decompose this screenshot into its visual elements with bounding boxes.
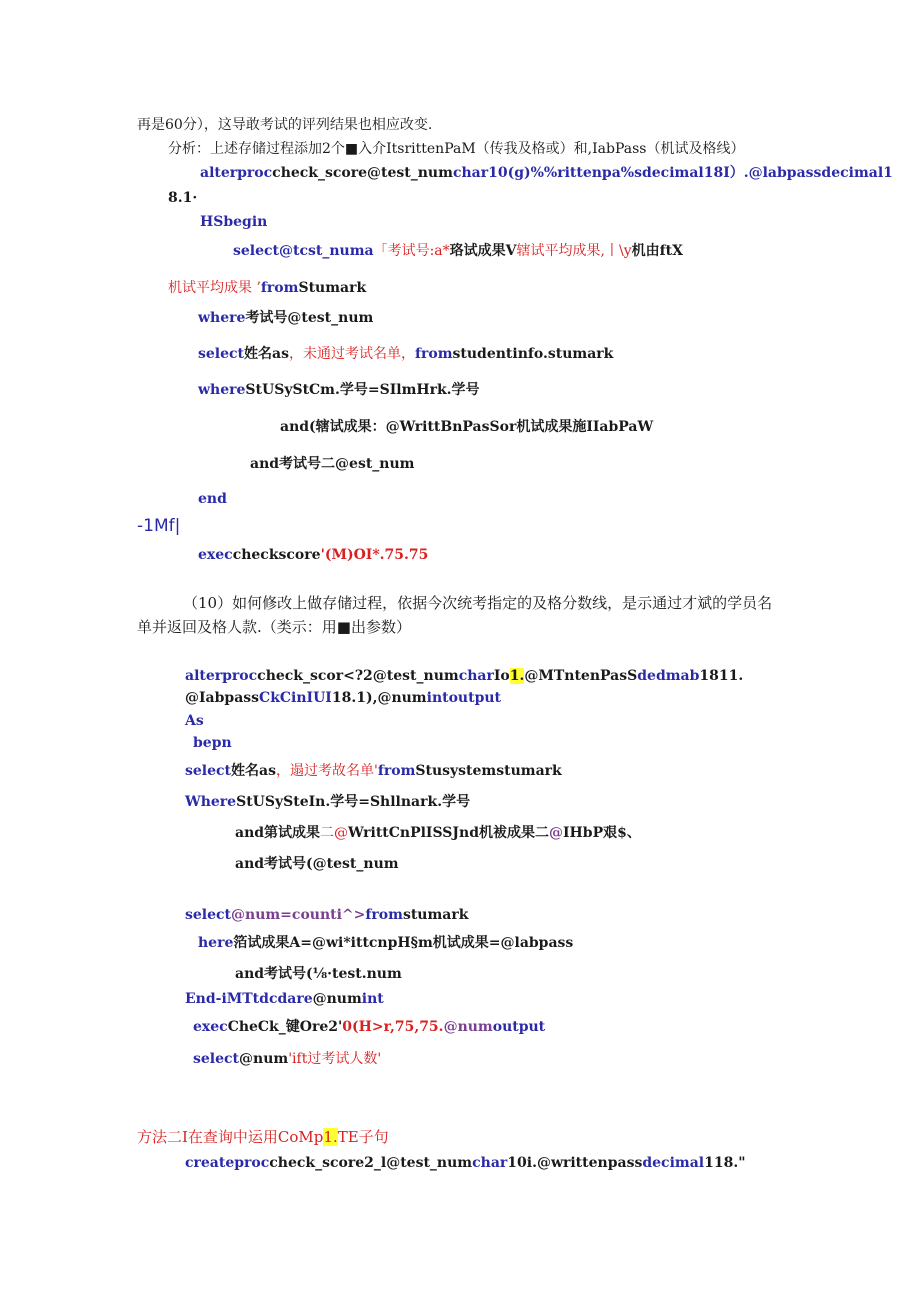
heading-text: 方法二I在查询中运用CoMp	[137, 1128, 324, 1146]
keyword: char	[472, 1155, 508, 1171]
code-text: check_score2_l@test_num	[269, 1155, 473, 1171]
code-text: stumark	[402, 907, 469, 923]
highlight: 1.	[509, 668, 525, 684]
keyword: int	[361, 991, 384, 1007]
code-line: and考试号二@est_num	[250, 456, 415, 472]
code-line	[200, 163, 893, 183]
code-line	[185, 761, 562, 781]
code-line	[168, 278, 366, 298]
keyword: output	[492, 1019, 546, 1035]
code-text: StUSySteIn.学号=Shllnark.学号	[236, 794, 471, 810]
code-line	[233, 241, 683, 261]
code-string: 二@	[320, 825, 349, 841]
code-line	[198, 380, 480, 400]
code-line	[185, 792, 470, 812]
keyword: select	[193, 1051, 240, 1067]
code-text: 18.1),@num	[331, 690, 427, 706]
section-heading	[137, 1127, 389, 1147]
keyword: from	[414, 346, 453, 362]
keyword: from	[377, 763, 416, 779]
code-line: -1Mf|	[137, 516, 181, 536]
code-line: and考试号(@test_num	[235, 856, 399, 872]
keyword: from	[260, 280, 299, 296]
code-text: 1811.	[699, 668, 744, 684]
code-line	[198, 545, 428, 565]
keyword: alterproc	[200, 165, 273, 181]
code-text: 118."	[704, 1155, 746, 1171]
keyword: exec	[193, 1019, 228, 1035]
keyword: createproc	[185, 1155, 270, 1171]
code-line	[198, 344, 613, 364]
text-line: 分析：上述存储过程添加2个■入介ItsrittenPaM（传我及格或）和,IabPass（机试及格线）	[168, 141, 745, 157]
text-line: （10）如何修改上做存储过程，依据今次统考指定的及格分数线，是示通过才斌的学员名	[183, 594, 773, 612]
code-text: studentinfo.stumark	[452, 346, 614, 362]
keyword: char	[458, 668, 494, 684]
code-text: 键Ore2'	[285, 1019, 343, 1035]
code-line	[185, 989, 384, 1009]
code-text: and第试成果	[235, 825, 321, 841]
code-text: checkscore	[232, 547, 321, 563]
code-line: and考试号(⅛·test.num	[235, 966, 402, 982]
code-string: 机试平均成果 ’	[168, 280, 261, 296]
keyword: Where	[185, 794, 237, 810]
code-text: IHbP艰$、	[563, 825, 641, 841]
code-line	[198, 933, 573, 953]
code-text: 10i.@writtenpass	[507, 1155, 643, 1171]
code-string: ，未通过考试名单，	[288, 346, 415, 362]
heading-text: TE子句	[337, 1128, 389, 1146]
keyword: from	[365, 907, 403, 923]
code-string: ，遢过考故名单'	[275, 763, 378, 779]
keyword: select	[198, 346, 245, 362]
keyword: select@tcst_numa	[233, 243, 374, 259]
code-text: StUSyStCm.学号=SIlmHrk.学号	[245, 382, 480, 398]
code-string: 'ift过考试人数'	[288, 1051, 382, 1067]
code-text: 姓名as	[231, 763, 276, 779]
code-text: @MTntenPasS	[524, 668, 638, 684]
keyword: CkCinIUI	[259, 690, 332, 706]
keyword: exec	[198, 547, 233, 563]
code-line	[235, 823, 641, 843]
keyword: End-iMTtdcdare	[185, 991, 313, 1007]
code-line	[185, 905, 468, 925]
code-text: 珞试成果V	[449, 243, 517, 259]
keyword: alterproc	[185, 668, 258, 684]
code-text: @num	[239, 1051, 289, 1067]
code-line	[185, 1153, 746, 1173]
keyword: char10(g)%%rittenpa%sdecimal18I）.@labpass	[452, 165, 822, 181]
code-line: and(辖试成果：@WrittBnPasSor机试成果施IIabPaW	[280, 419, 654, 435]
code-text: @num	[312, 991, 362, 1007]
keyword: where	[198, 382, 246, 398]
text-line: 再是60分），这导敢考试的评列结果也相应改变.	[137, 117, 433, 133]
code-line: 8.1·	[168, 190, 198, 206]
code-text: 姓名as	[244, 346, 289, 362]
code-line: end	[198, 491, 227, 507]
text-line: 单并返回及格人款.（类示：用■出参数）	[137, 618, 411, 636]
code-line	[185, 666, 743, 686]
code-text: Io	[493, 668, 510, 684]
keyword: select	[185, 907, 232, 923]
code-text: @Iabpass	[185, 690, 260, 706]
code-text: check_scor<?2@test_num	[257, 668, 459, 684]
code-text: Stumark	[298, 280, 367, 296]
code-text: Stusystemstumark	[415, 763, 562, 779]
code-string: '(M)OI*.75.75	[320, 547, 429, 563]
code-text: WrittCnPlISSJnd机袚成果二	[348, 825, 549, 841]
keyword: where	[198, 310, 246, 326]
highlight: 1.	[323, 1128, 338, 1146]
code-string: 辖试平均成果,丨\y	[516, 243, 632, 259]
keyword: intoutput	[426, 690, 502, 706]
code-line	[193, 1049, 381, 1069]
code-param: @num=counti^>	[231, 907, 366, 923]
code-line: HSbegin	[200, 214, 268, 230]
code-line: bepn	[193, 735, 232, 751]
code-text: check_score@test_num	[272, 165, 453, 181]
code-line	[198, 308, 373, 328]
code-text: 考试号@test_num	[245, 310, 374, 326]
keyword: select	[185, 763, 232, 779]
code-text: CheCk_	[227, 1019, 286, 1035]
keyword: dedmab	[637, 668, 700, 684]
keyword: decimal1	[821, 165, 893, 181]
keyword: decimal	[642, 1155, 705, 1171]
keyword: here	[198, 935, 234, 951]
code-text: 箔试成果A=@wi*ittcnpH§m机试成果=@labpass	[233, 935, 574, 951]
code-text: 机由ftX	[631, 243, 683, 259]
code-param: @num	[443, 1019, 493, 1035]
code-param: @	[549, 825, 563, 841]
code-line	[185, 688, 501, 708]
code-string: 0(H>r,75,75.	[342, 1019, 444, 1035]
code-line: As	[185, 713, 204, 729]
code-line	[193, 1017, 545, 1037]
code-string: 「考试号:a*	[373, 243, 450, 259]
